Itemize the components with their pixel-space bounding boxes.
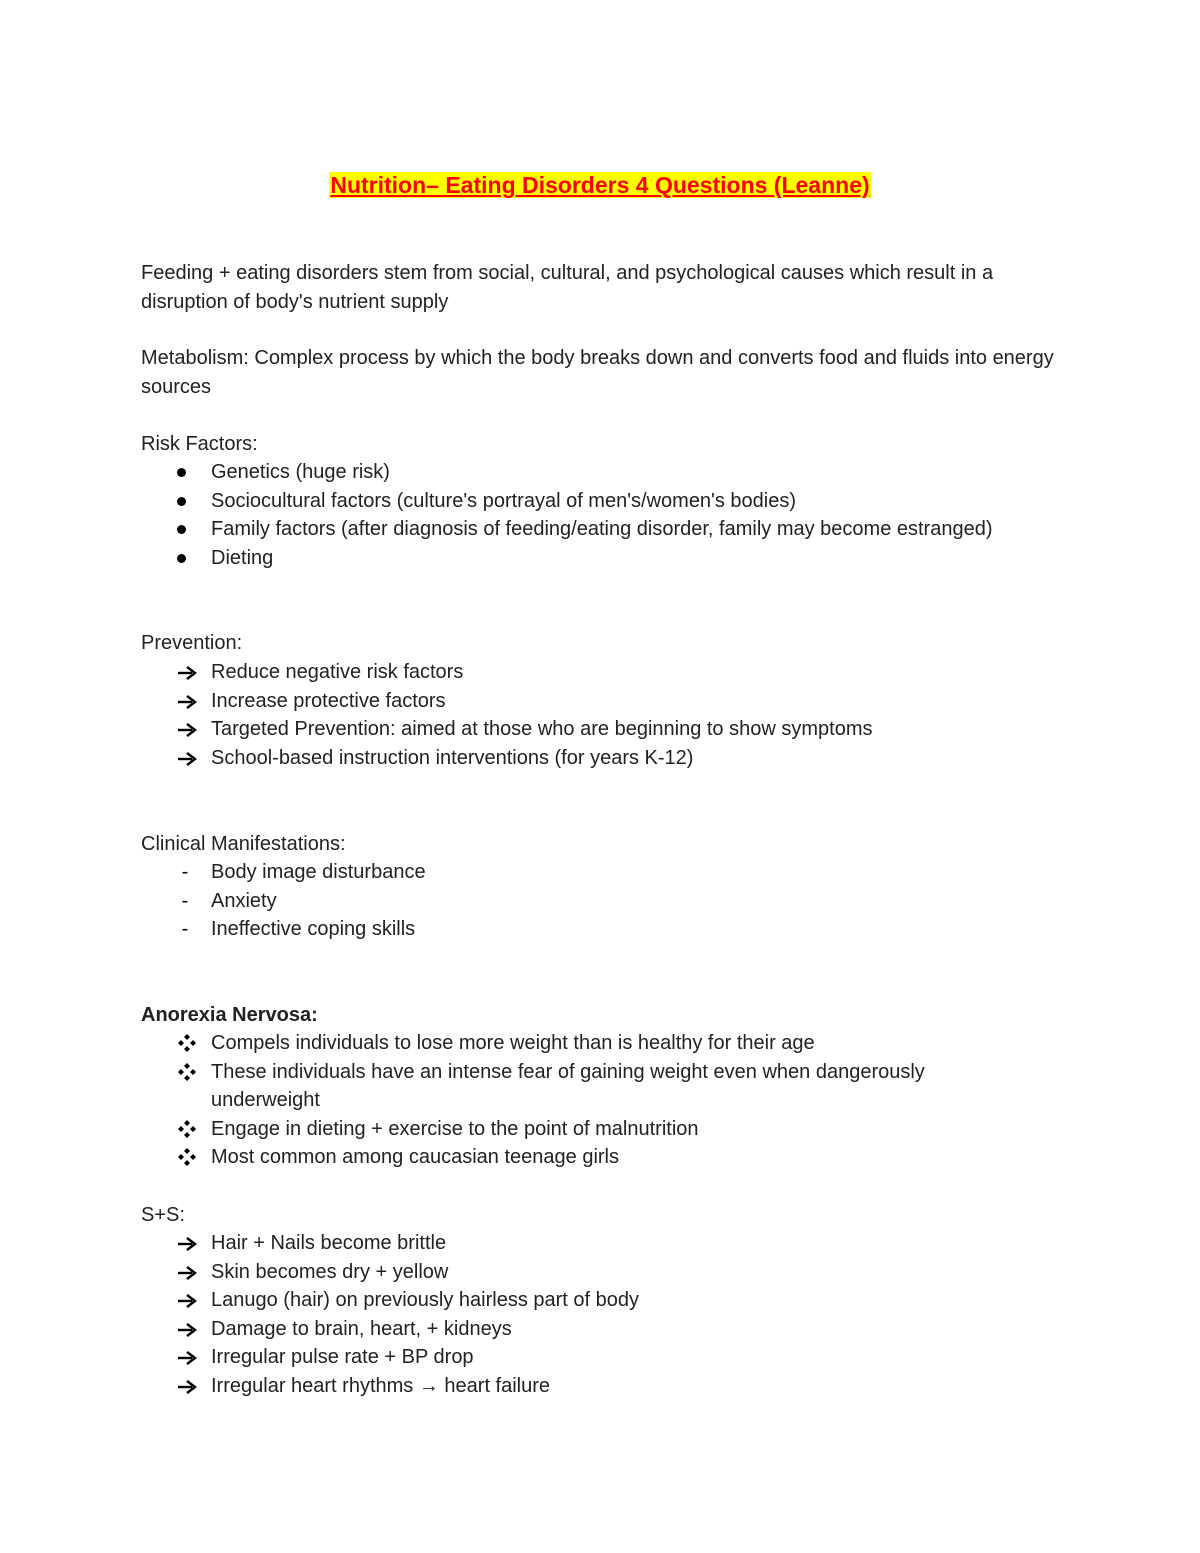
list-item-text: Most common among caucasian teenage girls xyxy=(211,1146,619,1169)
list-item-text: Ineffective coping skills xyxy=(211,918,416,941)
bullet-dot-icon xyxy=(177,554,186,563)
list-item xyxy=(141,687,1071,716)
list-item-text: Hair + Nails become brittle xyxy=(211,1232,447,1254)
bullet-dot-icon xyxy=(177,497,186,506)
list-item xyxy=(141,1258,1071,1287)
document-title xyxy=(0,170,1200,200)
list-item-text: Increase protective factors xyxy=(211,689,446,712)
list-item-text: Lanugo (hair) on previously hairless part of body xyxy=(211,1289,640,1312)
list-item-text: Sociocultural factors (culture's portrayal of men's/women's bodies) xyxy=(211,489,797,512)
list-item-text: Genetics (huge risk) xyxy=(211,461,390,483)
bullet-dot-icon xyxy=(177,468,186,477)
prevention-list xyxy=(141,658,1071,772)
list-item xyxy=(141,487,1071,516)
list-item-text: Dieting xyxy=(211,546,274,569)
list-item-text: Irregular heart rhythms → heart failure xyxy=(211,1374,551,1397)
list-item xyxy=(141,744,1071,773)
risk-factors-heading: Risk Factors: xyxy=(141,433,258,455)
document-title-text: Nutrition– Eating Disorders 4 Questions (Leanne) xyxy=(330,172,870,198)
list-item xyxy=(141,1372,1071,1401)
dash-icon: - xyxy=(181,889,189,912)
list-item-text: Body image disturbance xyxy=(211,861,426,883)
list-item-text: Reduce negative risk factors xyxy=(211,661,464,683)
risk-factors-list xyxy=(141,458,1071,572)
list-item xyxy=(141,915,1071,944)
list-item xyxy=(141,658,1071,687)
clinical-list xyxy=(141,858,1071,944)
list-item xyxy=(141,1229,1071,1258)
signs-heading: S+S: xyxy=(141,1204,185,1226)
list-item-text: Skin becomes dry + yellow xyxy=(211,1260,449,1283)
list-item xyxy=(141,1058,1071,1115)
list-item-text: Targeted Prevention: aimed at those who are beginning to show symptoms xyxy=(211,718,873,741)
list-item xyxy=(141,1143,1071,1172)
dash-icon: - xyxy=(181,918,189,941)
list-item xyxy=(141,544,1071,573)
list-item-text: School-based instruction interventions (for years K-12) xyxy=(211,746,694,769)
list-item xyxy=(141,458,1071,487)
list-item-text: Compels individuals to lose more weight than is healthy for their age xyxy=(211,1032,815,1054)
list-item xyxy=(141,858,1071,887)
list-item xyxy=(141,1029,1071,1058)
list-item-text: Irregular pulse rate + BP drop xyxy=(211,1346,474,1369)
list-item-text: Damage to brain, heart, + kidneys xyxy=(211,1317,512,1340)
list-item xyxy=(141,887,1071,916)
signs-list xyxy=(141,1229,1071,1401)
metabolism-paragraph: Metabolism: Complex process by which the body breaks down and converts food and fluids into energy sources xyxy=(141,347,1054,398)
dash-icon: - xyxy=(181,861,189,883)
list-item xyxy=(141,715,1071,744)
anorexia-heading: Anorexia Nervosa: xyxy=(141,1004,318,1026)
list-item xyxy=(141,1115,1071,1144)
list-item-text: Anxiety xyxy=(211,889,277,912)
list-item xyxy=(141,515,1071,544)
list-item-text: These individuals have an intense fear of gaining weight even when dangerously underweight xyxy=(211,1060,925,1112)
prevention-heading: Prevention: xyxy=(141,632,243,654)
list-item-text: Engage in dieting + exercise to the point of malnutrition xyxy=(211,1117,699,1140)
clinical-heading: Clinical Manifestations: xyxy=(141,833,346,855)
list-item xyxy=(141,1315,1071,1344)
bullet-dot-icon xyxy=(177,525,186,534)
list-item xyxy=(141,1343,1071,1372)
anorexia-list xyxy=(141,1029,1071,1172)
list-item xyxy=(141,1286,1071,1315)
intro-paragraph: Feeding + eating disorders stem from social, cultural, and psychological causes which result in a disruption of body's nutrient supply xyxy=(141,262,994,313)
list-item-text: Family factors (after diagnosis of feeding/eating disorder, family may become estranged) xyxy=(211,518,993,541)
